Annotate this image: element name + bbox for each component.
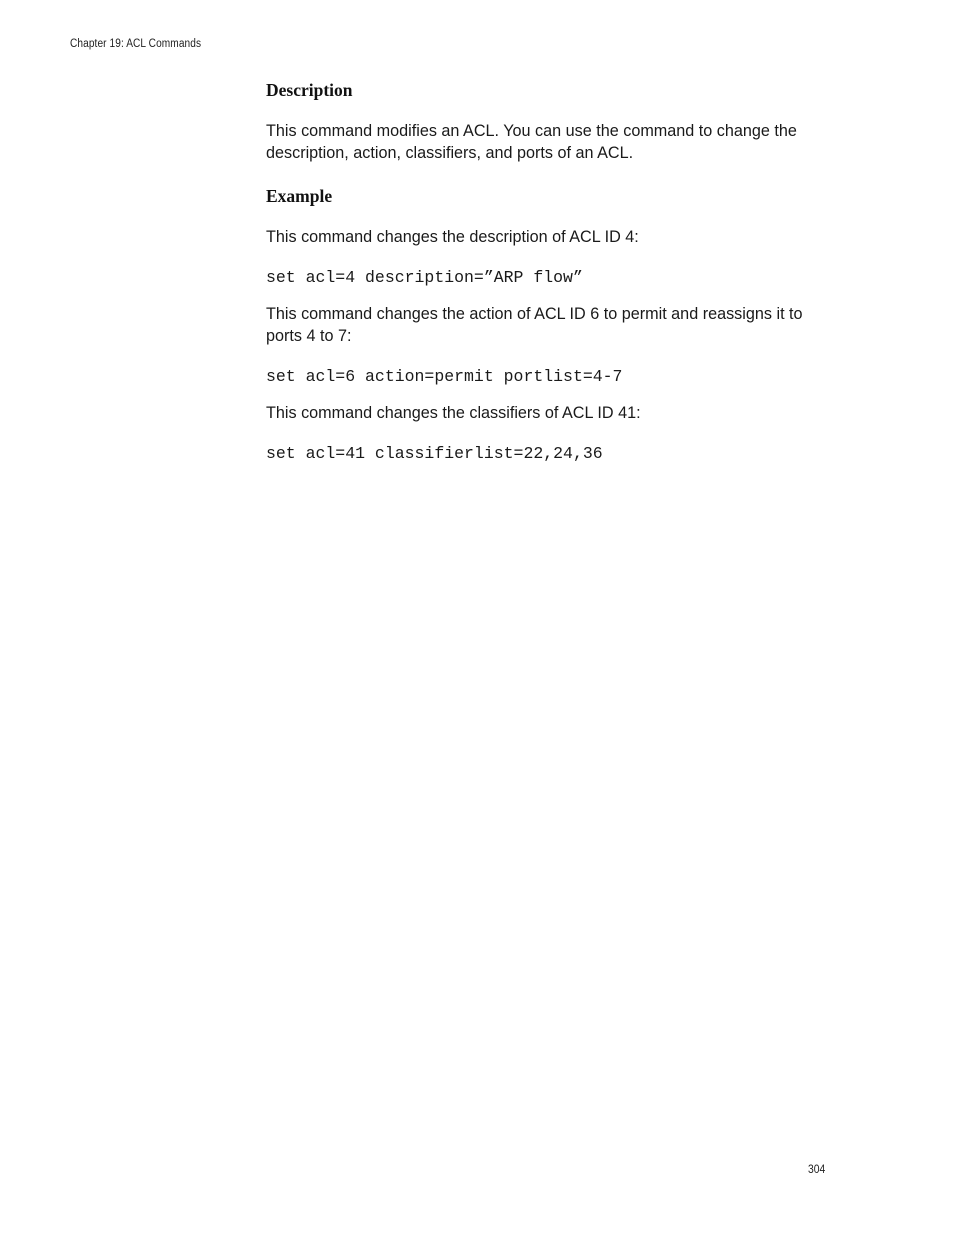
example-3-text: This command changes the classifiers of ACL ID 41: (266, 404, 641, 422)
example-heading: Example (266, 186, 333, 206)
description-heading: Description (266, 80, 353, 100)
example-2-code: set acl=6 action=permit portlist=4-7 (266, 367, 623, 386)
example-1-text: This command changes the description of ACL ID 4: (266, 228, 639, 246)
example-3-code: set acl=41 classifierlist=22,24,36 (266, 444, 603, 463)
example-2-text: This command changes the action of ACL ID 6 to permit and reassigns it to ports 4 to 7: (266, 305, 803, 345)
page-number: 304 (808, 1164, 826, 1176)
example-1-code: set acl=4 description=”ARP flow” (266, 268, 583, 287)
running-header: Chapter 19: ACL Commands (70, 38, 202, 50)
description-text: This command modifies an ACL. You can use the command to change the description, action, classifiers, and ports of an ACL. (266, 122, 797, 162)
page-content (266, 78, 836, 464)
